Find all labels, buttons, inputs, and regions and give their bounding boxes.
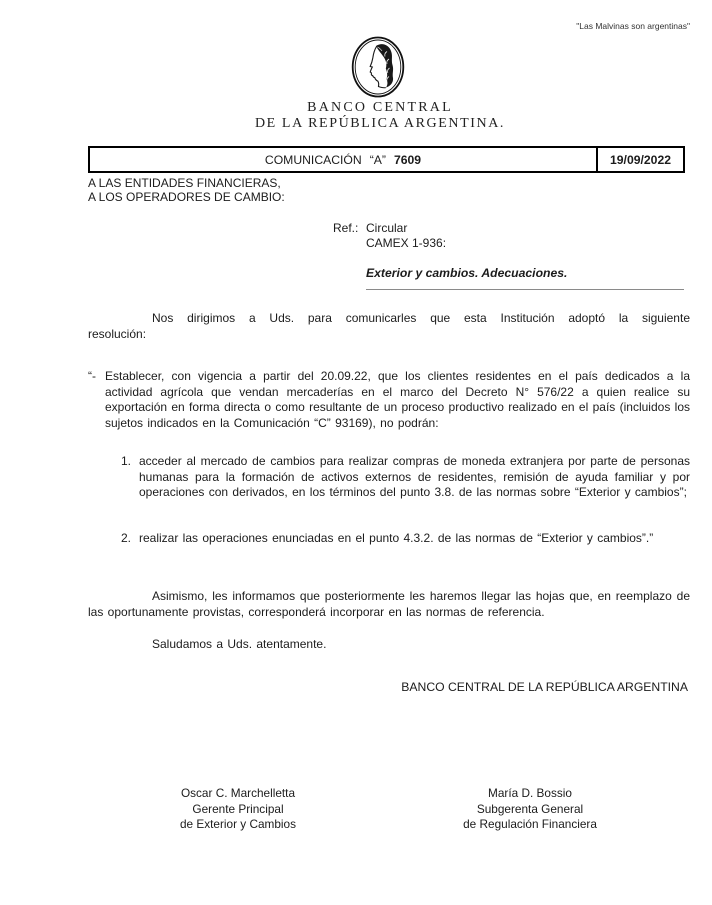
list-item-number: 2. — [121, 531, 132, 545]
reference-line2: CAMEX 1-936: — [366, 236, 447, 250]
resolution-text: Establecer, con vigencia a partir del 20.09.22, que los clientes residentes en el país dedicados a la actividad agrícola que vendan mercaderías en el marco del Decreto N° 576/22 a quien realice su exportación en forma directa o como resultante de un proceso productivo realizado en el país (incluidos los sujetos indicados en la Comunicación “C” 93169), no podrán: — [105, 369, 690, 430]
reference-label: Ref.: — [333, 221, 359, 235]
list-item-text: acceder al mercado de cambios para realizar compras de moneda extranjera por parte de personas humanas para la formación de activos externos de residentes, remisión de ayuda familiar y por operaciones con derivados, en los términos del punto 3.8. de las normas sobre “Exterior y cambios”; — [139, 454, 690, 500]
bank-name-line2: DE LA REPÚBLICA ARGENTINA. — [254, 116, 506, 131]
organization-signature: BANCO CENTRAL DE LA REPÚBLICA ARGENTINA — [401, 680, 688, 694]
bank-name-line1: BANCO CENTRAL — [307, 100, 453, 115]
addressee-line: A LAS ENTIDADES FINANCIERAS, — [88, 176, 281, 190]
communication-number: 7609 — [393, 152, 422, 167]
reference-underline — [366, 289, 684, 290]
communication-label: COMUNICACIÓN — [264, 152, 362, 167]
communication-date: 19/09/2022 — [596, 148, 683, 171]
signatory-title: de Regulación Financiera — [463, 817, 597, 831]
list-item — [121, 531, 690, 547]
salutation: Saludamos a Uds. atentamente. — [152, 637, 327, 651]
reference-line1: Circular — [366, 221, 408, 235]
signatory-title: Subgerenta General — [476, 801, 584, 816]
signatory-name: María D. Bossio — [488, 786, 572, 800]
communication-header-box — [88, 146, 685, 173]
list-item-number: 1. — [121, 454, 132, 468]
closing-paragraph: Asimismo, les informamos que posteriormente les haremos llegar las hojas que, en reemplazo de las oportunamente provistas, corresponderá incorporar en las normas de referencia. — [88, 589, 690, 619]
signatory-name: Oscar C. Marchelletta — [180, 786, 296, 800]
list-item-text: realizar las operaciones enunciadas en el punto 4.3.2. de las normas de “Exterior y cambios”.” — [139, 531, 654, 545]
resolution-quote-marker: “- — [88, 369, 96, 383]
signatory-block — [425, 786, 635, 833]
communication-title — [90, 148, 596, 171]
communication-series: “A” — [369, 152, 386, 167]
resolution-paragraph — [88, 369, 690, 431]
reference-subject: Exterior y cambios. Adecuaciones. — [366, 266, 568, 280]
signatory-title: de Exterior y Cambios — [179, 817, 297, 831]
addressee-line: A LOS OPERADORES DE CAMBIO: — [88, 189, 285, 204]
addressees — [88, 177, 285, 204]
list-item — [121, 454, 690, 501]
signatory-title: Gerente Principal — [192, 801, 284, 816]
bcra-liberty-emblem-icon — [351, 36, 405, 98]
motto-text: "Las Malvinas son argentinas" — [576, 21, 690, 31]
signatory-block — [133, 786, 343, 833]
intro-paragraph: Nos dirigimos a Uds. para comunicarles que esta Institución adoptó la siguiente resolución: — [88, 311, 690, 341]
